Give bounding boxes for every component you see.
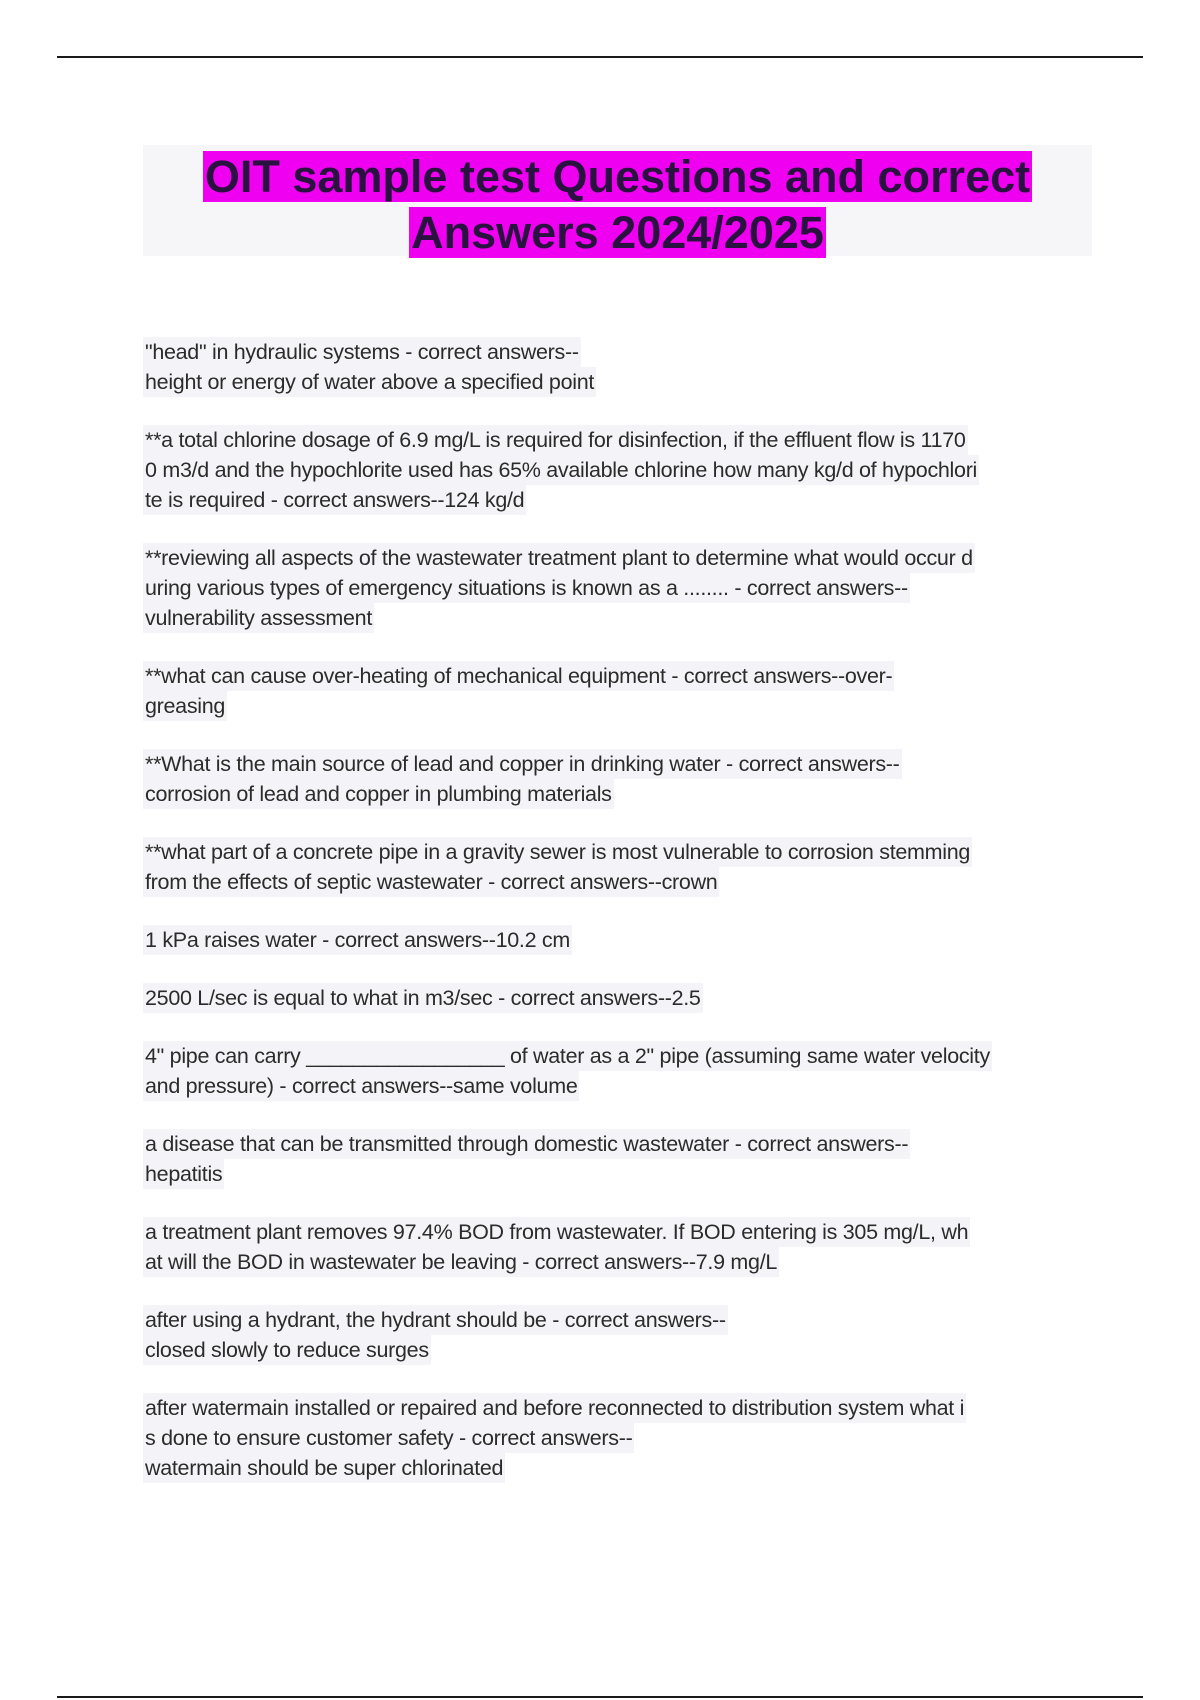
qa-text-line: and pressure) - correct answers--same volume <box>143 1071 579 1101</box>
qa-text-line: 4" pipe can carry _________________ of water as a 2" pipe (assuming same water velocity <box>143 1041 992 1071</box>
qa-text-line: **a total chlorine dosage of 6.9 mg/L is required for disinfection, if the effluent flow is 1170 <box>143 425 968 455</box>
title-line-1: OIT sample test Questions and correct <box>204 151 1031 202</box>
qa-text-line: after watermain installed or repaired and before reconnected to distribution system what i <box>143 1393 966 1423</box>
qa-text-line: from the effects of septic wastewater - correct answers--crown <box>143 867 719 897</box>
qa-text-line: **what part of a concrete pipe in a gravity sewer is most vulnerable to corrosion stemming <box>143 837 972 867</box>
qa-text-line: 0 m3/d and the hypochlorite used has 65% available chlorine how many kg/d of hypochlori <box>143 455 979 485</box>
qa-text-line: height or energy of water above a specified point <box>143 367 596 397</box>
qa-text-line: 2500 L/sec is equal to what in m3/sec - correct answers--2.5 <box>143 983 703 1013</box>
qa-item <box>143 925 1093 955</box>
qa-text-line: uring various types of emergency situations is known as a ........ - correct answers-- <box>143 573 910 603</box>
qa-text-line: corrosion of lead and copper in plumbing materials <box>143 779 614 809</box>
qa-text-line: hepatitis <box>143 1159 224 1189</box>
qa-text-line: a treatment plant removes 97.4% BOD from wastewater. If BOD entering is 305 mg/L, wh <box>143 1217 970 1247</box>
qa-text-line: watermain should be super chlorinated <box>143 1453 505 1483</box>
question-answer-list <box>143 337 1093 1483</box>
qa-item <box>143 337 1093 397</box>
qa-text-line: vulnerability assessment <box>143 603 374 633</box>
footer-rule <box>57 1696 1143 1698</box>
page-title <box>143 145 1092 261</box>
qa-item <box>143 837 1093 897</box>
qa-item <box>143 1217 1093 1277</box>
qa-item <box>143 1041 1093 1101</box>
qa-text-line: 1 kPa raises water - correct answers--10.2 cm <box>143 925 572 955</box>
qa-text-line: s done to ensure customer safety - correct answers-- <box>143 1423 634 1453</box>
qa-text-line: **What is the main source of lead and copper in drinking water - correct answers-- <box>143 749 902 779</box>
qa-item <box>143 749 1093 809</box>
qa-text-line: **what can cause over-heating of mechanical equipment - correct answers--over- <box>143 661 894 691</box>
document-title <box>143 145 1092 256</box>
qa-text-line: after using a hydrant, the hydrant should be - correct answers-- <box>143 1305 728 1335</box>
qa-item <box>143 1305 1093 1365</box>
qa-text-line: greasing <box>143 691 227 721</box>
qa-text-line: **reviewing all aspects of the wastewater treatment plant to determine what would occur d <box>143 543 975 573</box>
qa-item <box>143 983 1093 1013</box>
qa-item <box>143 661 1093 721</box>
qa-item <box>143 425 1093 515</box>
qa-item <box>143 1129 1093 1189</box>
qa-text-line: at will the BOD in wastewater be leaving - correct answers--7.9 mg/L <box>143 1247 779 1277</box>
qa-text-line: closed slowly to reduce surges <box>143 1335 431 1365</box>
qa-item <box>143 543 1093 633</box>
title-line-2: Answers 2024/2025 <box>411 207 824 258</box>
qa-text-line: a disease that can be transmitted through domestic wastewater - correct answers-- <box>143 1129 910 1159</box>
qa-item <box>143 1393 1093 1483</box>
header-rule <box>57 56 1143 58</box>
qa-text-line: te is required - correct answers--124 kg/d <box>143 485 526 515</box>
qa-text-line: "head" in hydraulic systems - correct answers-- <box>143 337 581 367</box>
